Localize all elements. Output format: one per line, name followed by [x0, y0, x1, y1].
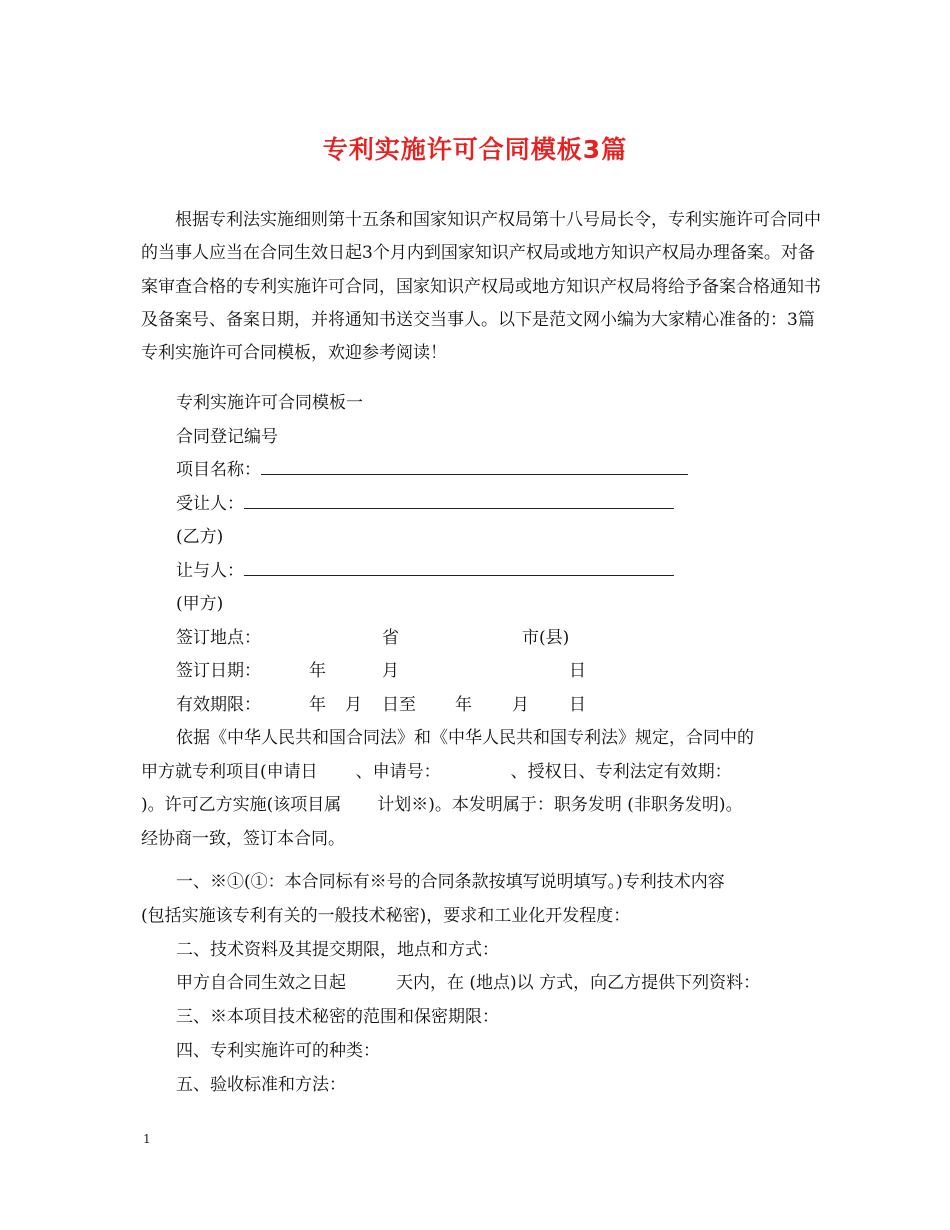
document-title: 专利实施许可合同模板3篇 [322, 135, 628, 164]
registration-number-label: 合同登记编号 [176, 427, 278, 447]
basis-line-1: 依据《中华人民共和国合同法》和《中华人民共和国专利法》规定，合同中的 [176, 728, 754, 748]
validity-label: 有效期限： [176, 695, 261, 715]
validity-end-day: 日 [569, 695, 586, 715]
assignee-label: 受让人： [176, 494, 244, 514]
clause-4-heading: 四、专利实施许可的种类： [176, 1041, 380, 1061]
sign-date-day: 日 [569, 661, 586, 681]
clause-5-heading: 五、验收标准和方法： [176, 1075, 346, 1095]
clause-2-heading: 二、技术资料及其提交期限，地点和方式： [176, 940, 499, 960]
project-name-row [176, 455, 688, 480]
clause-2-body-part-a: 甲方自合同生效之日起 [176, 973, 346, 993]
basis-3-part-a: )。许可乙方实施(该项目属 [141, 795, 342, 815]
basis-3-part-b: 计划※)。本发明属于：职务发明 (非职务发明)。 [377, 795, 743, 815]
assignor-row [176, 556, 674, 581]
place-label: 签订地点： [176, 628, 261, 648]
assignor-label: 让与人： [176, 561, 244, 581]
template-heading: 专利实施许可合同模板一 [176, 393, 363, 413]
clause-2-body [176, 968, 760, 993]
basis-2-part-c: 、授权日、专利法定有效期： [510, 762, 732, 782]
validity-start-month: 月 [345, 695, 362, 715]
basis-2-part-a: 甲方就专利项目(申请日 [141, 762, 318, 782]
assignor-blank[interactable] [244, 559, 674, 576]
project-name-label: 项目名称： [176, 460, 261, 480]
sign-date-label: 签订日期： [176, 661, 261, 681]
party-b-label: (乙方) [176, 527, 224, 547]
clause-1-line-2: (包括实施该专利有关的一般技术秘密)，要求和工业化开发程度： [141, 906, 631, 926]
validity-end-year: 年 [455, 695, 472, 715]
clause-3-heading: 三、※本项目技术秘密的范围和保密期限： [176, 1007, 499, 1027]
party-a-label: (甲方) [176, 594, 224, 614]
page-number: 1 [143, 1132, 151, 1146]
project-name-blank[interactable] [261, 458, 688, 475]
basis-line-2 [141, 757, 732, 782]
validity-end-month: 月 [512, 695, 529, 715]
clause-1-line-1: 一、※①(①：本合同标有※号的合同条款按填写说明填写。)专利技术内容 [176, 872, 725, 892]
basis-2-part-b: 、申请号： [355, 762, 441, 782]
assignee-blank[interactable] [244, 492, 674, 509]
province-label: 省 [382, 628, 399, 648]
assignee-row [176, 489, 674, 514]
city-county-label: 市(县) [522, 628, 570, 648]
basis-line-3 [141, 790, 743, 815]
basis-line-4: 经协商一致，签订本合同。 [141, 829, 345, 849]
sign-date-month: 月 [382, 661, 399, 681]
sign-date-year: 年 [309, 661, 326, 681]
validity-start-day-to: 日至 [382, 695, 416, 715]
clause-2-body-part-b: 天内，在 (地点)以 方式，向乙方提供下列资料： [396, 973, 761, 993]
validity-start-year: 年 [309, 695, 326, 715]
intro-paragraph: 根据专利法实施细则第十五条和国家知识产权局第十八号局长令，专利实施许可合同中的当事人应当在合同生效日起3个月内到国家知识产权局或地方知识产权局办理备案。对备案审查合格的专利实施许可合同，国家知识产权局或地方知识产权局将给予备案合格通知书及备案号、备案日期，并将通知书送交当事人。以下是范文网小编为大家精心准备的：3篇专利实施许可合同模板，欢迎参考阅读！ [141, 210, 821, 364]
